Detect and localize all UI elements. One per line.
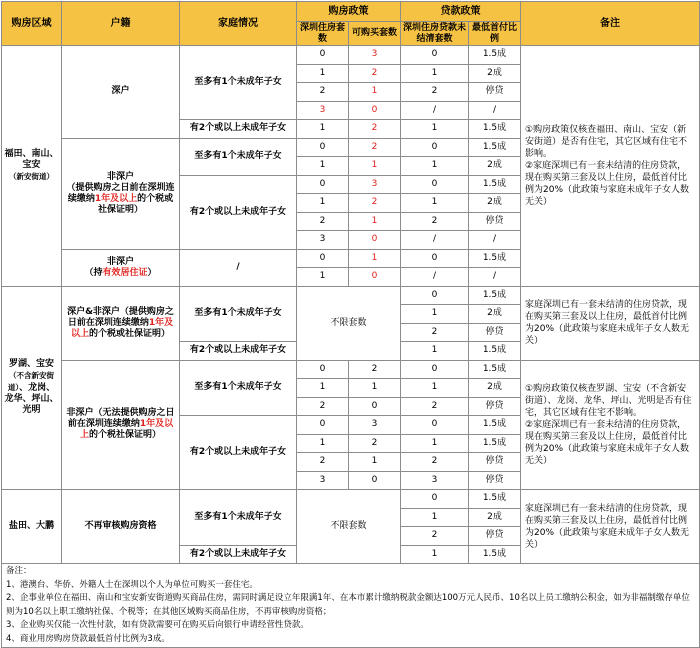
header-hukou: 户籍	[62, 2, 180, 46]
cell-can-buy: 3	[349, 175, 401, 194]
cell-owned: 3	[297, 231, 349, 250]
cell-loan: 0	[401, 249, 469, 268]
cell-loan: 1	[401, 545, 469, 564]
family-one-minor: 至多有1个未成年子女	[180, 286, 297, 342]
hukou-condition: 的个税或社保证明）	[89, 328, 171, 339]
cell-loan: 0	[401, 416, 469, 435]
footnotes	[2, 564, 700, 648]
cell-loan: 2	[401, 212, 469, 231]
remark-yantian: 家庭深圳已有一套未结清的住房贷款，现在购买第三套及以上住房，最低首付比例为20%（此政策与家庭未成年子女人数无关）	[521, 490, 700, 564]
cell-down: 停贷	[469, 453, 521, 472]
hukou-condition-highlight: 有效居住证	[102, 267, 148, 278]
region-name: 福田、南山、宝安	[4, 148, 59, 170]
cell-down: 1.5成	[469, 342, 521, 361]
cell-down: 1.5成	[469, 120, 521, 139]
footnote-title: 备注：	[6, 566, 32, 576]
family-two-minor: 有2个或以上未成年子女	[180, 120, 297, 139]
cell-loan: 2	[401, 527, 469, 546]
housing-policy-table	[1, 1, 700, 648]
footnote-item: 3、企业购买仅能一次性付款，如有贷款需要可在购买后向银行申请经营性贷款。	[6, 620, 309, 630]
cell-down: 2成	[469, 194, 521, 213]
cell-down: 1.5成	[469, 286, 521, 305]
cell-down: 1.5成	[469, 138, 521, 157]
cell-down: 停贷	[469, 527, 521, 546]
cell-down: 2成	[469, 508, 521, 527]
header-family: 家庭情况	[180, 2, 297, 46]
hukou-nonlocal-noproof	[62, 360, 180, 490]
cell-can-buy: 0	[349, 471, 401, 490]
cell-owned: 1	[297, 157, 349, 176]
cell-can-buy: 2	[349, 434, 401, 453]
cell-loan: 2	[401, 323, 469, 342]
cell-owned: 2	[297, 83, 349, 102]
region-note: （新安街道）	[9, 171, 54, 181]
cell-loan: 0	[401, 490, 469, 509]
unlimited-count: 不限套数	[297, 286, 401, 360]
cell-down: /	[469, 101, 521, 120]
cell-owned: 1	[297, 379, 349, 398]
cell-can-buy: 0	[349, 268, 401, 287]
hukou-condition: 的个税或社保证明）	[97, 193, 174, 215]
remark-luohu-nonlocal	[521, 360, 700, 490]
cell-loan: 1	[401, 342, 469, 361]
cell-loan: 3	[401, 471, 469, 490]
cell-down: 1.5成	[469, 434, 521, 453]
cell-can-buy: 1	[349, 212, 401, 231]
remark-text: ②家庭深圳已有一套未结清的住房贷款，现在购买第三套及以上住房，最低首付比例为20%（此政策与家庭未成年子女人数无关）	[525, 419, 690, 466]
remark-futian	[521, 46, 700, 287]
cell-loan: 0	[401, 46, 469, 65]
cell-loan: 1	[401, 305, 469, 324]
cell-owned: 0	[297, 416, 349, 435]
header-min-down: 最低首付比例	[469, 22, 521, 46]
hukou-nonlocal-residence	[62, 249, 180, 286]
remark-luohu-combo: 家庭深圳已有一套未结清的住房贷款，现在购买第三套及以上住房，最低首付比例为20%（此政策与家庭未成年子女人数无关）	[521, 286, 700, 360]
cell-owned: 2	[297, 397, 349, 416]
cell-down: 2成	[469, 379, 521, 398]
header-purchase-policy: 购房政策	[297, 2, 401, 22]
hukou-condition-highlight: 1年及以上	[79, 419, 174, 441]
hukou-condition: （提供购房之日前在深圳连续缴纳	[66, 182, 175, 204]
cell-can-buy: 2	[349, 120, 401, 139]
cell-down: 2成	[469, 305, 521, 324]
cell-down: 1.5成	[469, 249, 521, 268]
hukou-label: 非深户	[106, 256, 134, 267]
cell-loan: 2	[401, 83, 469, 102]
cell-down: 1.5成	[469, 416, 521, 435]
hukou-nonlocal	[62, 138, 180, 249]
cell-down: 1.5成	[469, 360, 521, 379]
cell-owned: 0	[297, 46, 349, 65]
remark-text: ①购房政策仅核查福田、南山、宝安（新安街道）是否有住宅，其它区域有住宅不影响。	[525, 124, 688, 159]
header-remark: 备注	[521, 2, 700, 46]
hukou-label: 非深户	[106, 171, 134, 182]
region-name: 、龙岗、龙华、坪山、光明	[4, 383, 59, 416]
cell-loan: 0	[401, 360, 469, 379]
cell-owned: 1	[297, 120, 349, 139]
cell-down: /	[469, 231, 521, 250]
cell-loan: 2	[401, 397, 469, 416]
cell-down: 2成	[469, 64, 521, 83]
hukou-combo	[62, 286, 180, 360]
family-none: /	[180, 249, 297, 286]
cell-owned: 1	[297, 434, 349, 453]
cell-down: 停贷	[469, 471, 521, 490]
family-one-minor: 至多有1个未成年子女	[180, 46, 297, 120]
cell-owned: 1	[297, 268, 349, 287]
header-region: 购房区域	[2, 2, 62, 46]
family-two-minor: 有2个或以上未成年子女	[180, 416, 297, 490]
family-one-minor: 至多有1个未成年子女	[180, 138, 297, 175]
cell-owned: 1	[297, 194, 349, 213]
cell-owned: 0	[297, 360, 349, 379]
hukou-condition: 深户&非深户（提供购房之日前在深圳连续缴纳	[67, 306, 174, 328]
cell-owned: 3	[297, 101, 349, 120]
hukou-local: 深户	[62, 46, 180, 139]
cell-down: 停贷	[469, 83, 521, 102]
footnote-item: 2、企事业单位在福田、南山和宝安新安街道购买商品住房，需同时满足设立年限满1年、在本市累计缴纳税款金额达100万元人民币、10名以上员工缴纳公积金，如为非福制缴存单位则为10名以上职工缴纳社保、个税等；在其他区域购买商品住房，不再审核购房资格；	[6, 593, 690, 617]
cell-owned: 3	[297, 471, 349, 490]
hukou-condition: 非深户（无法提供购房之日前在深圳连续缴纳	[66, 408, 175, 430]
header-sz-owned: 深圳住房套数	[297, 22, 349, 46]
cell-loan: 1	[401, 379, 469, 398]
cell-can-buy: 1	[349, 379, 401, 398]
hukou-condition-highlight: 1年及以上	[94, 193, 138, 204]
region-cell-futian	[2, 46, 62, 287]
header-can-buy: 可购买套数	[349, 22, 401, 46]
remark-text: ②家庭深圳已有一套未结清的住房贷款，现在购买第三套及以上住房，最低首付比例为20%（此政策与家庭未成年子女人数无关）	[525, 160, 690, 207]
cell-loan: 1	[401, 194, 469, 213]
hukou-condition: ）	[147, 267, 157, 278]
cell-down: 1.5成	[469, 490, 521, 509]
cell-down: 停贷	[469, 397, 521, 416]
family-one-minor: 至多有1个未成年子女	[180, 360, 297, 416]
cell-down: 1.5成	[469, 175, 521, 194]
cell-can-buy: 3	[349, 416, 401, 435]
cell-owned: 2	[297, 453, 349, 472]
cell-loan: 0	[401, 138, 469, 157]
cell-loan: 1	[401, 120, 469, 139]
family-two-minor: 有2个或以上未成年子女	[180, 175, 297, 249]
cell-can-buy: 3	[349, 46, 401, 65]
hukou-no-check: 不再审核购房资格	[62, 490, 180, 564]
footnote-item: 1、港澳台、华侨、外籍人士在深圳以个人为单位可购买一套住宅。	[6, 579, 258, 590]
cell-can-buy: 2	[349, 64, 401, 83]
region-cell-yantian: 盐田、大鹏	[2, 490, 62, 564]
cell-down: 1.5成	[469, 46, 521, 65]
unlimited-count: 不限套数	[297, 490, 401, 564]
region-name: 罗湖、宝安	[8, 359, 54, 370]
cell-can-buy: 1	[349, 453, 401, 472]
cell-can-buy: 0	[349, 231, 401, 250]
cell-down: /	[469, 268, 521, 287]
cell-down: 停贷	[469, 212, 521, 231]
hukou-condition: （持	[84, 267, 103, 278]
cell-can-buy: 0	[349, 101, 401, 120]
family-one-minor: 至多有1个未成年子女	[180, 490, 297, 546]
cell-owned: 1	[297, 64, 349, 83]
cell-can-buy: 1	[349, 157, 401, 176]
cell-owned: 0	[297, 138, 349, 157]
cell-owned: 2	[297, 212, 349, 231]
cell-down: 停贷	[469, 323, 521, 342]
hukou-condition: 的个税社保证明）	[89, 430, 162, 441]
cell-can-buy: 2	[349, 138, 401, 157]
cell-loan: 0	[401, 175, 469, 194]
remark-text: ①购房政策仅核查罗湖、宝安（不含新安街道）、龙岗、龙华、坪山、光明是否有住宅，其它区域有住宅不影响。	[525, 383, 692, 418]
cell-loan: /	[401, 101, 469, 120]
cell-owned: 0	[297, 175, 349, 194]
footnote-item: 4、商业用房购房贷款最低首付比例为3成。	[6, 633, 170, 644]
region-cell-luohu	[2, 286, 62, 490]
region-note: （不含新安街道）	[7, 371, 54, 393]
cell-can-buy: 2	[349, 360, 401, 379]
family-two-minor: 有2个或以上未成年子女	[180, 545, 297, 564]
header-loan-policy: 贷款政策	[401, 2, 521, 22]
header-sz-loan: 深圳住房贷款未结清套数	[401, 22, 469, 46]
cell-loan: /	[401, 231, 469, 250]
cell-loan: 0	[401, 286, 469, 305]
family-two-minor: 有2个或以上未成年子女	[180, 342, 297, 361]
cell-can-buy: 2	[349, 194, 401, 213]
cell-loan: 1	[401, 157, 469, 176]
cell-can-buy: 1	[349, 83, 401, 102]
cell-down: 1.5成	[469, 545, 521, 564]
cell-can-buy: 0	[349, 397, 401, 416]
cell-owned: 0	[297, 249, 349, 268]
cell-loan: 1	[401, 64, 469, 83]
cell-loan: 1	[401, 434, 469, 453]
cell-loan: 1	[401, 508, 469, 527]
cell-down: 2成	[469, 157, 521, 176]
cell-loan: 2	[401, 453, 469, 472]
cell-loan: /	[401, 268, 469, 287]
hukou-condition-highlight: 1年及以上	[70, 317, 174, 339]
cell-can-buy: 1	[349, 249, 401, 268]
